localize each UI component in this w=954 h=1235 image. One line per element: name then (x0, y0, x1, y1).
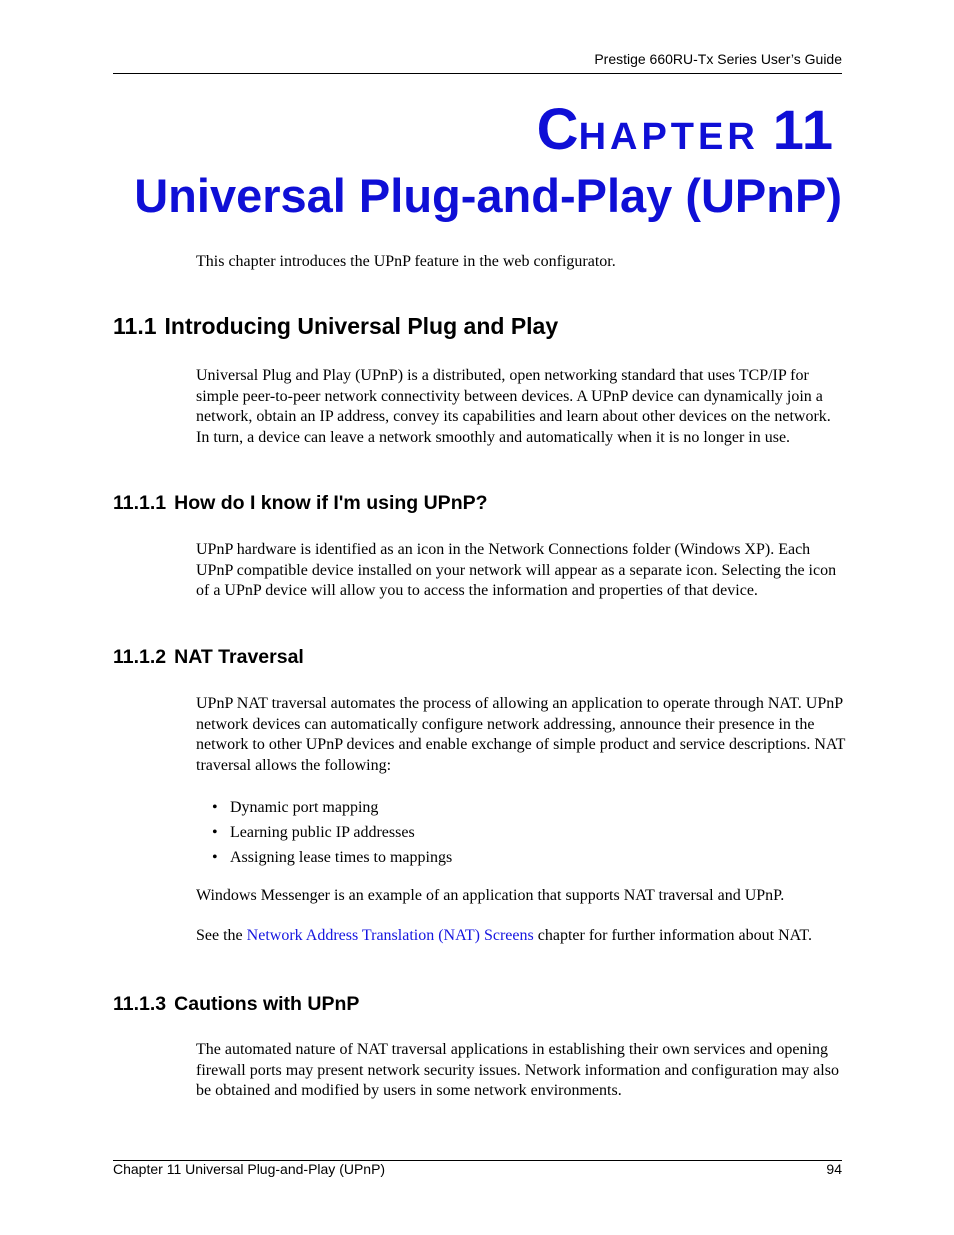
footer-page-number: 94 (826, 1161, 842, 1177)
list-item-text: Assigning lease times to mappings (230, 849, 453, 866)
bullet-icon: • (212, 799, 218, 816)
list-item (212, 795, 452, 820)
intro-paragraph: This chapter introduces the UPnP feature in the web configurator. (196, 253, 616, 270)
section-number: 11.1 (113, 313, 157, 339)
chapter-number: 11 (772, 98, 834, 161)
messenger-paragraph: Windows Messenger is an example of an application that supports NAT traversal and UPnP. (196, 887, 785, 904)
list-item (212, 820, 452, 845)
see-also-paragraph (196, 926, 846, 947)
section-number: 11.1.1 (113, 492, 167, 514)
bullet-icon: • (212, 824, 218, 841)
section-heading-11-1 (113, 313, 558, 340)
section-heading-11-1-2 (113, 646, 304, 669)
section-title: How do I know if I'm using UPnP? (174, 492, 488, 514)
section-title: Cautions with UPnP (174, 993, 360, 1015)
list-item-text: Dynamic port mapping (230, 799, 379, 816)
bullet-icon: • (212, 849, 218, 866)
section-number: 11.1.2 (113, 646, 167, 668)
list-item (212, 845, 452, 870)
chapter-label-initial: C (536, 97, 579, 162)
section-11-1-1-body: UPnP hardware is identified as an icon in the Network Connections folder (Windows XP). Each UPnP compatible device installed on your network will appear as a separate icon. Selecting the icon of a UPnP device will allow you to access the information and properties of that device. (196, 541, 837, 599)
section-heading-11-1-3 (113, 993, 359, 1016)
header-guide-title: Prestige 660RU-Tx Series User’s Guide (594, 51, 842, 67)
chapter-label (536, 97, 834, 167)
chapter-title: Universal Plug-and-Play (UPnP) (134, 169, 842, 222)
chapter-label-rest: HAPTER (578, 116, 759, 158)
header-rule (113, 73, 842, 74)
section-11-1-body: Universal Plug and Play (UPnP) is a distributed, open networking standard that uses TCP/IP for simple peer-to-peer network connectivity between devices. A UPnP device can dynamically join a network, obtain an IP address, convey its capabilities and learn about other devices on the network. In turn, a device can leave a network smoothly and automatically when it is no longer in use. (196, 367, 831, 446)
section-title: Introducing Universal Plug and Play (164, 313, 559, 339)
list-item-text: Learning public IP addresses (230, 824, 415, 841)
section-number: 11.1.3 (113, 993, 167, 1015)
see-also-prefix: See the (196, 927, 247, 944)
nat-traversal-list (212, 795, 452, 870)
footer-chapter-ref: Chapter 11 Universal Plug-and-Play (UPnP) (113, 1161, 386, 1177)
section-title: NAT Traversal (174, 646, 304, 668)
nat-screens-link[interactable]: Network Address Translation (NAT) Screens (246, 927, 534, 944)
section-heading-11-1-1 (113, 492, 488, 515)
section-11-1-2-body: UPnP NAT traversal automates the process of allowing an application to operate through NAT. UPnP network devices can automatically configure network addressing, announce their presence in the network to other UPnP devices and enable exchange of simple product and service descriptions. NAT traversal allows the following: (196, 695, 846, 774)
section-11-1-3-body: The automated nature of NAT traversal applications in establishing their own services and opening firewall ports may present network security issues. Network information and configuration may also be obtained and modified by users in some network environments. (196, 1041, 839, 1099)
see-also-suffix: chapter for further information about NAT. (533, 927, 813, 944)
